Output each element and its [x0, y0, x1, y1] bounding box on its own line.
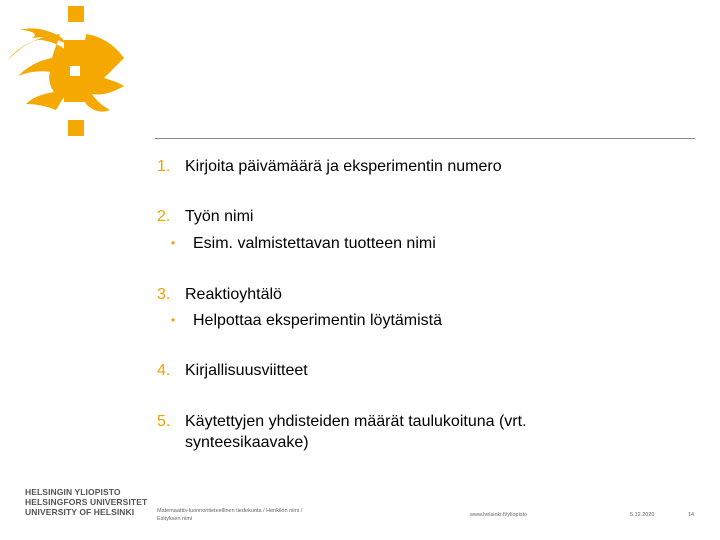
- university-name-fi: HELSINGIN YLIOPISTO: [25, 487, 121, 497]
- list-item-3: [157, 284, 282, 305]
- bullet-icon: •: [171, 236, 176, 250]
- logo-flame-right: [84, 34, 124, 112]
- header-divider: [155, 138, 695, 139]
- list-number: 5.: [157, 413, 171, 430]
- university-name: [25, 487, 148, 517]
- list-item-1: [157, 156, 502, 177]
- university-flame-logo: [0, 0, 130, 150]
- bullet-icon: •: [171, 313, 176, 327]
- sub-bullet-2: [171, 233, 436, 254]
- sub-bullet-text: Esim. valmistettavan tuotteen nimi: [193, 235, 436, 252]
- footer-date: 5.12.2020: [630, 512, 655, 518]
- list-text: Työn nimi: [185, 208, 254, 225]
- sub-bullet-3: [171, 310, 442, 331]
- logo-flame-left-tip: [20, 28, 66, 44]
- list-number: 1.: [157, 158, 171, 175]
- logo-square-bottom: [68, 120, 84, 136]
- list-number: 3.: [157, 286, 171, 303]
- list-item-2: [157, 206, 253, 227]
- list-item-4: [157, 360, 308, 381]
- list-item-5: [157, 411, 527, 453]
- sub-bullet-text: Helpottaa eksperimentin löytämistä: [193, 312, 443, 329]
- list-text: Kirjoita päivämäärä ja eksperimentin numero: [185, 158, 502, 175]
- list-text: Reaktioyhtälö: [185, 286, 282, 303]
- university-name-sv: HELSINGFORS UNIVERSITET: [25, 497, 148, 507]
- footer-page-number: 14: [688, 512, 695, 518]
- university-name-en: UNIVERSITY OF HELSINKI: [25, 507, 135, 517]
- list-number: 2.: [157, 208, 171, 225]
- list-text: [185, 411, 527, 453]
- logo-center-hole: [70, 66, 80, 76]
- logo-flame-left: [8, 34, 66, 110]
- footer-presentation-name: Esityksen nimi: [157, 516, 193, 522]
- footer-url: www.helsinki.fi/yliopisto: [470, 512, 528, 518]
- footer-meta: [157, 507, 377, 523]
- footer-faculty: Matemaattis-luonnontieteellinen tiedekunta / Henkilön nimi /: [157, 508, 303, 514]
- list-text-line-2: synteesikaavake): [185, 434, 309, 451]
- list-text-line-1: Käytettyjen yhdisteiden määrät taulukoituna (vrt.: [185, 413, 527, 430]
- logo-square-top: [68, 6, 84, 22]
- list-number: 4.: [157, 362, 171, 379]
- list-text: Kirjallisuusviitteet: [185, 362, 308, 379]
